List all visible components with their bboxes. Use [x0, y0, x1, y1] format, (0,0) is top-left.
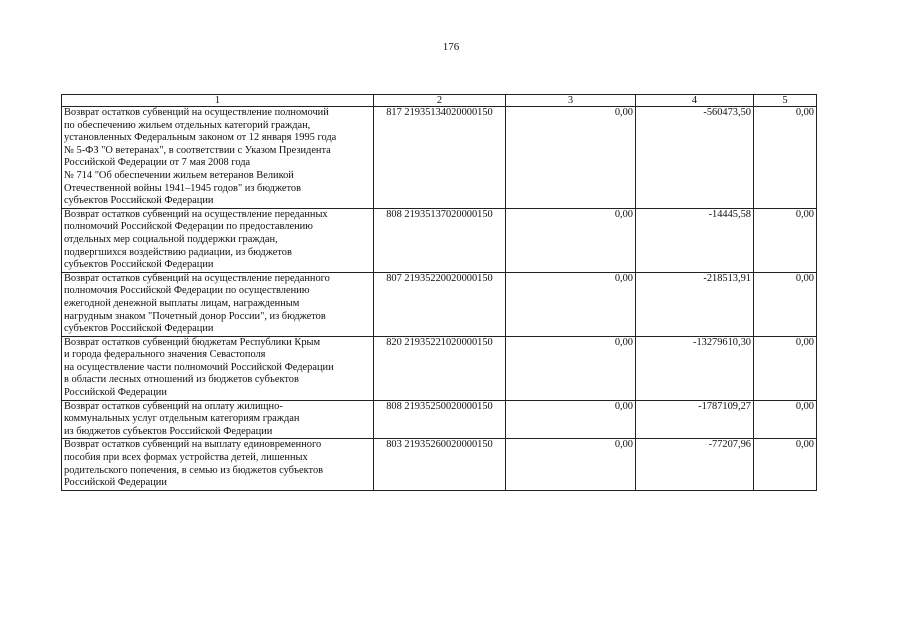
- row-name: Возврат остатков субвенций на осуществление переданных полномочий Российской Федерации по предоставлению отдельных мер социальной поддержки граждан, подвергшихся воздействию радиации, из бюджетов субъектов Российской Федерации: [62, 208, 374, 272]
- row-name: Возврат остатков субвенций бюджетам Республики Крым и города федерального значения Севастополя на осуществление части полномочий Российской Федерации в области лесных отношений из бюджетов субъектов Российской Федерации: [62, 336, 374, 400]
- table-row: [62, 272, 817, 336]
- table-row: [62, 439, 817, 490]
- row-budget-code: 807 21935220020000150: [374, 272, 506, 336]
- column-header-3: 3: [506, 95, 636, 107]
- row-value-col3: 0,00: [506, 208, 636, 272]
- row-value-col3: 0,00: [506, 107, 636, 209]
- row-value-col4: -14445,58: [636, 208, 754, 272]
- budget-table: [61, 94, 817, 491]
- row-budget-code: 808 21935250020000150: [374, 400, 506, 439]
- row-value-col3: 0,00: [506, 400, 636, 439]
- row-value-col4: -77207,96: [636, 439, 754, 490]
- row-budget-code: 808 21935137020000150: [374, 208, 506, 272]
- row-value-col5: 0,00: [754, 400, 817, 439]
- row-name: Возврат остатков субвенций на осуществление полномочий по обеспечению жильем отдельных категорий граждан, установленных Федеральным законом от 12 января 1995 года № 5-ФЗ "О ветеранах", в соответствии с Указом Президента Российской Федерации от 7 мая 2008 года № 714 "Об обеспечении жильем ветеранов Великой Отечественной войны 1941–1945 годов" из бюджетов субъектов Российской Федерации: [62, 107, 374, 209]
- row-value-col5: 0,00: [754, 439, 817, 490]
- row-budget-code: 820 21935221020000150: [374, 336, 506, 400]
- table-row: [62, 336, 817, 400]
- row-name: Возврат остатков субвенций на выплату единовременного пособия при всех формах устройства детей, лишенных родительского попечения, в семью из бюджетов субъектов Российской Федерации: [62, 439, 374, 490]
- row-name: Возврат остатков субвенций на оплату жилищно- коммунальных услуг отдельным категориям граждан из бюджетов субъектов Российской Федерации: [62, 400, 374, 439]
- row-budget-code: 817 21935134020000150: [374, 107, 506, 209]
- column-header-4: 4: [636, 95, 754, 107]
- column-header-1: 1: [62, 95, 374, 107]
- table-row: [62, 107, 817, 209]
- row-value-col5: 0,00: [754, 336, 817, 400]
- row-value-col5: 0,00: [754, 208, 817, 272]
- table-row: [62, 400, 817, 439]
- column-header-5: 5: [754, 95, 817, 107]
- table-row: [62, 208, 817, 272]
- row-value-col5: 0,00: [754, 107, 817, 209]
- row-value-col4: -560473,50: [636, 107, 754, 209]
- row-value-col4: -218513,91: [636, 272, 754, 336]
- row-value-col4: -1787109,27: [636, 400, 754, 439]
- row-value-col3: 0,00: [506, 272, 636, 336]
- page-number: 176: [442, 41, 460, 53]
- row-budget-code: 803 21935260020000150: [374, 439, 506, 490]
- column-header-2: 2: [374, 95, 506, 107]
- table-header-row: [62, 95, 817, 107]
- row-name: Возврат остатков субвенций на осуществление переданного полномочия Российской Федерации по осуществлению ежегодной денежной выплаты лицам, награжденным нагрудным знаком "Почетный донор России", из бюджетов субъектов Российской Федерации: [62, 272, 374, 336]
- row-value-col3: 0,00: [506, 336, 636, 400]
- row-value-col4: -13279610,30: [636, 336, 754, 400]
- row-value-col3: 0,00: [506, 439, 636, 490]
- row-value-col5: 0,00: [754, 272, 817, 336]
